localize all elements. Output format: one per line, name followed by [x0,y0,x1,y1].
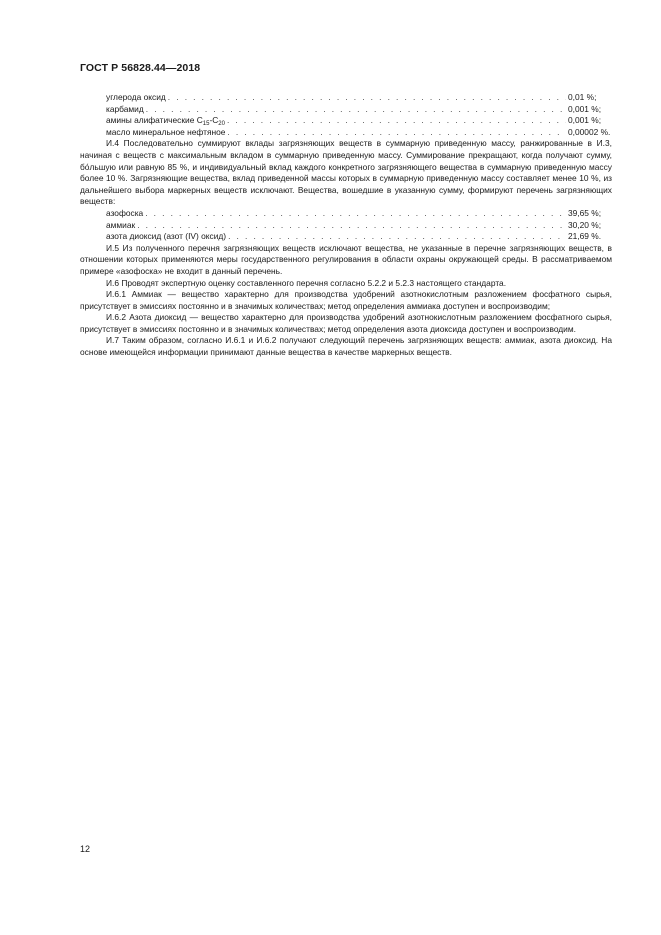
document-body [80,92,612,359]
paragraph-i7: И.7 Таким образом, согласно И.6.1 и И.6.2 получают следующий перечень загрязняющих веществ: аммиак, азота диоксид. На основе имеющейся информации принимают данные вещества в качестве маркерных веществ. [80,335,612,358]
paragraph-i5: И.5 Из полученного перечня загрязняющих веществ исключают вещества, не указанные в перечне загрязняющих веществ, в отношении которых применяются меры государственного регулирования в области охраны окружающей среды. В рассматриваемом примере «азофоска» не входит в данный перечень. [80,242,612,276]
paragraph-i6: И.6 Проводят экспертную оценку составленного перечня согласно 5.2.2 и 5.2.3 настоящего стандарта. [106,277,507,288]
list-item [106,104,612,116]
dot-leader [227,115,566,127]
list-item-name: карбамид [106,103,144,114]
list-item-name: масло минеральное нефтяное [106,126,226,137]
list-item [106,220,612,232]
document-header: ГОСТ Р 56828.44—2018 [80,62,201,74]
dot-leader [137,220,566,232]
list-item-name: аммиак [106,219,136,230]
list-item-value: 0,001 %; [568,115,602,126]
subscript-20: 20 [218,121,225,128]
paragraph-i6-2: И.6.2 Азота диоксид — вещество характерно для производства удобрений азотнокислотным разложением фосфатного сырья, присутствует в эмиссиях постоянно и в значимых количествах; метод определения азота диоксида доступен и воспроизводим. [80,312,612,334]
list-item-value: 0,01 %; [568,92,597,102]
list-item-name: азофоска [106,207,144,218]
list-item-value: 21,69 %. [568,231,602,242]
dot-leader [227,127,566,139]
list-item [106,208,612,220]
list-item [106,127,612,139]
subscript-15: 15 [202,121,210,128]
list-item-value: 30,20 %; [568,219,602,230]
list-item-name: азота диоксид (азот (IV) оксид) [106,231,227,242]
list-item-value: 0,001 %; [568,103,602,114]
list-item [106,231,612,243]
dot-leader [145,208,566,220]
dot-leader [168,92,566,104]
paragraph-i4: И.4 Последовательно суммируют вклады загрязняющих веществ в суммарную приведенную массу, ранжированные в И.3, начиная с веществ с максимальным вкладом в суммарную приведенную массу. Суммирование прекращают, когда получают сумму, бо́льшую или равную 85 %, и индивидуальный вклад каждого конкретного загрязняющего вещества в суммарную приведенную массу более 10 %. Загрязняющие вещества, вклад приведенной массы которых в суммарную приведенную массу составляет менее 10 %, из дальнейшего выбора маркерных веществ исключают. Вещества, вошедшие в указанную сумму, формируют перечень загрязняющих веществ: [80,138,612,207]
list-item [106,92,612,104]
dot-leader [228,231,566,243]
list-item-value: 39,65 %; [568,207,602,218]
list-item-value: 0,00002 %. [568,126,611,137]
amines-name-pre: амины алифатические С [106,115,203,126]
list-item-name [106,115,225,127]
amines-name-mid: -С [209,115,219,126]
emission-list-2 [80,208,612,243]
list-item [106,115,612,127]
page-number: 12 [80,844,91,854]
paragraph-i6-1: И.6.1 Аммиак — вещество характерно для производства удобрений азотнокислотным разложением фосфатного сырья, присутствует в эмиссиях постоянно и в значимых количествах; метод определения аммиака доступен и воспроизводим; [80,289,612,311]
list-item-name: углерода оксид [106,92,166,102]
dot-leader [146,104,566,116]
emission-list-1 [80,92,612,138]
